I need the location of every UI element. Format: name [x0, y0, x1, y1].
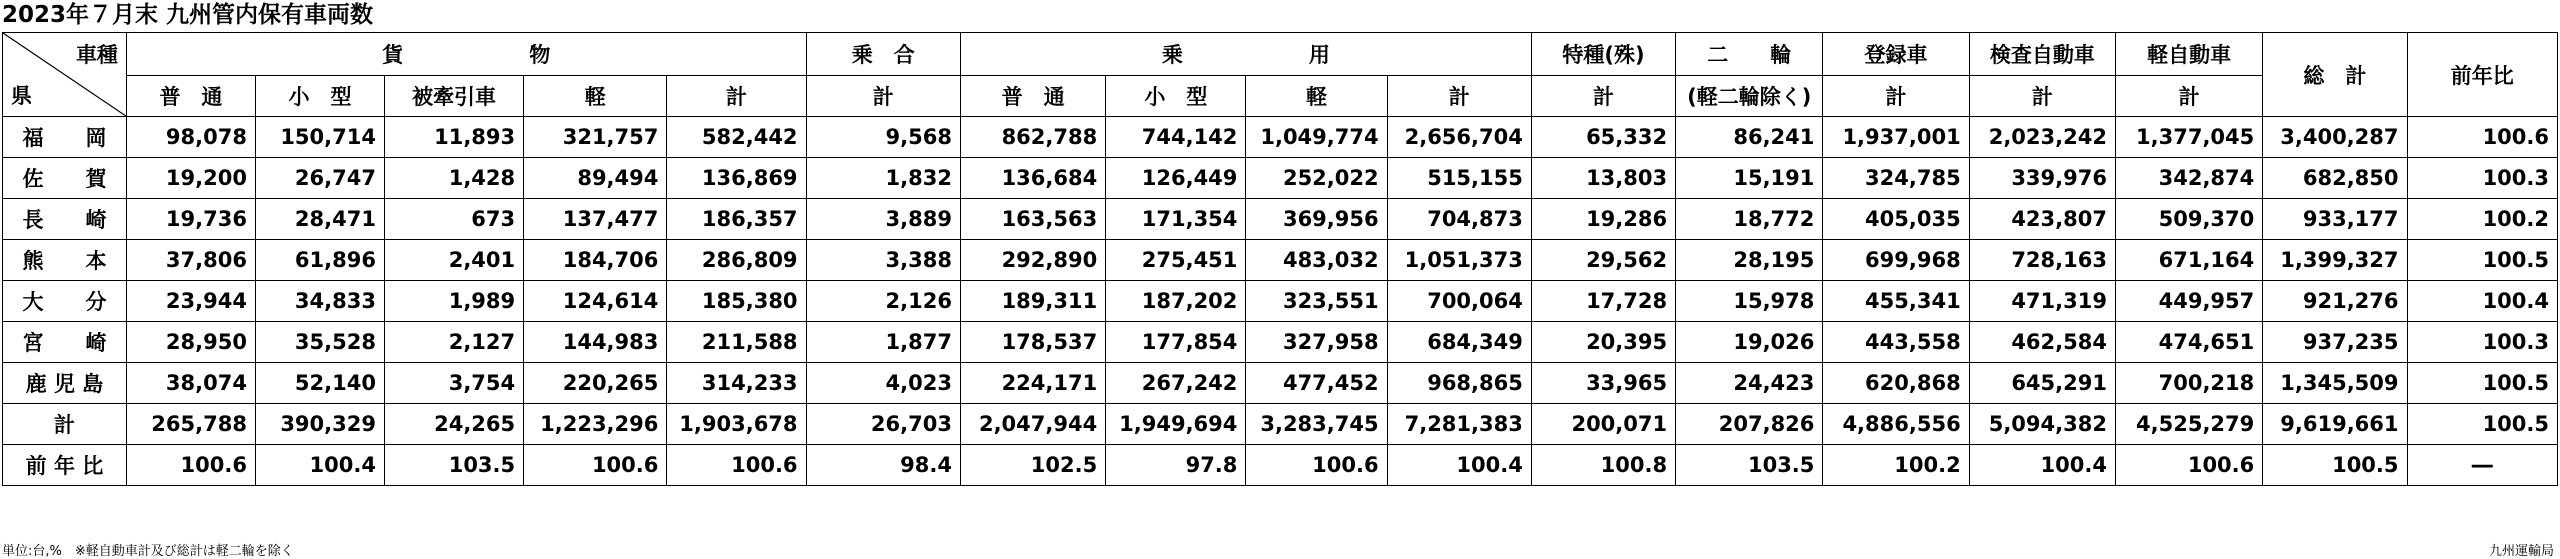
- value-cell: 86,241: [1676, 117, 1823, 158]
- value-cell: 314,233: [667, 363, 806, 404]
- prefecture-cell: 大 分: [3, 281, 127, 322]
- value-cell: 33,965: [1531, 363, 1675, 404]
- value-cell: 100.6: [1246, 445, 1387, 486]
- header-special-bottom: 計: [1531, 76, 1675, 117]
- header-freight-regular: 普 通: [126, 76, 255, 117]
- table-row: [3, 322, 2558, 363]
- value-cell: 189,311: [960, 281, 1105, 322]
- header-row-1: [3, 33, 2558, 76]
- value-cell: 474,651: [2115, 322, 2262, 363]
- value-cell: 455,341: [1823, 281, 1969, 322]
- value-cell: 483,032: [1246, 240, 1387, 281]
- header-twowheel-top: 二 輪: [1676, 33, 1823, 76]
- value-cell: 100.6: [667, 445, 806, 486]
- value-cell: 187,202: [1106, 281, 1246, 322]
- value-cell: 4,886,556: [1823, 404, 1969, 445]
- value-cell: 186,357: [667, 199, 806, 240]
- prefecture-cell: 計: [3, 404, 127, 445]
- header-bus-bottom: 計: [806, 76, 960, 117]
- value-cell: 3,283,745: [1246, 404, 1387, 445]
- value-cell: 61,896: [255, 240, 384, 281]
- header-passenger-total: 計: [1387, 76, 1531, 117]
- value-cell: 100.6: [126, 445, 255, 486]
- value-cell: 275,451: [1106, 240, 1246, 281]
- value-cell: 100.5: [2407, 404, 2557, 445]
- value-cell: 26,747: [255, 158, 384, 199]
- value-cell: 3,400,287: [2263, 117, 2407, 158]
- value-cell: 2,656,704: [1387, 117, 1531, 158]
- value-cell: 100.4: [255, 445, 384, 486]
- value-cell: 37,806: [126, 240, 255, 281]
- value-cell: 137,477: [524, 199, 667, 240]
- value-cell: 862,788: [960, 117, 1105, 158]
- corner-header: [3, 33, 127, 117]
- value-cell: 38,074: [126, 363, 255, 404]
- value-cell: 323,551: [1246, 281, 1387, 322]
- header-kei-top: 軽自動車: [2115, 33, 2262, 76]
- value-cell: 28,950: [126, 322, 255, 363]
- value-cell: 7,281,383: [1387, 404, 1531, 445]
- value-cell: 390,329: [255, 404, 384, 445]
- value-cell: 35,528: [255, 322, 384, 363]
- value-cell: 582,442: [667, 117, 806, 158]
- value-cell: 1,937,001: [1823, 117, 1969, 158]
- value-cell: 19,200: [126, 158, 255, 199]
- value-cell: 682,850: [2263, 158, 2407, 199]
- value-cell: 443,558: [1823, 322, 1969, 363]
- value-cell: 185,380: [667, 281, 806, 322]
- value-cell: 126,449: [1106, 158, 1246, 199]
- prefecture-cell: 佐 賀: [3, 158, 127, 199]
- value-cell: 2,127: [384, 322, 523, 363]
- header-passenger: 乗 用: [960, 33, 1531, 76]
- header-freight-small: 小 型: [255, 76, 384, 117]
- value-cell: 144,983: [524, 322, 667, 363]
- value-cell: 103.5: [384, 445, 523, 486]
- value-cell: 645,291: [1969, 363, 2115, 404]
- value-cell: 700,064: [1387, 281, 1531, 322]
- table-row: [3, 404, 2558, 445]
- value-cell: 98,078: [126, 117, 255, 158]
- header-freight-trailer: 被牽引車: [384, 76, 523, 117]
- value-cell: 100.6: [2115, 445, 2262, 486]
- prefecture-cell: 福 岡: [3, 117, 127, 158]
- value-cell: 136,869: [667, 158, 806, 199]
- header-row-2: [3, 76, 2558, 117]
- value-cell: 9,568: [806, 117, 960, 158]
- value-cell: 704,873: [1387, 199, 1531, 240]
- value-cell: 211,588: [667, 322, 806, 363]
- value-cell: 124,614: [524, 281, 667, 322]
- prefecture-cell: 熊 本: [3, 240, 127, 281]
- table-row: [3, 281, 2558, 322]
- value-cell: 178,537: [960, 322, 1105, 363]
- header-registered-bottom: 計: [1823, 76, 1969, 117]
- value-cell: 728,163: [1969, 240, 2115, 281]
- value-cell: 252,022: [1246, 158, 1387, 199]
- value-cell: 4,023: [806, 363, 960, 404]
- value-cell: 163,563: [960, 199, 1105, 240]
- value-cell: 19,286: [1531, 199, 1675, 240]
- table-row: [3, 240, 2558, 281]
- value-cell: 405,035: [1823, 199, 1969, 240]
- value-cell: 1,051,373: [1387, 240, 1531, 281]
- header-twowheel-bottom: (軽二輪除く): [1676, 76, 1823, 117]
- header-kei-bottom: 計: [2115, 76, 2262, 117]
- header-yoy: 前年比: [2407, 33, 2557, 117]
- corner-vehicle-type-label: 車種: [75, 43, 118, 67]
- value-cell: 933,177: [2263, 199, 2407, 240]
- value-cell: 267,242: [1106, 363, 1246, 404]
- value-cell: 19,026: [1676, 322, 1823, 363]
- value-cell: 369,956: [1246, 199, 1387, 240]
- value-cell: 29,562: [1531, 240, 1675, 281]
- header-inspected-top: 検査自動車: [1969, 33, 2115, 76]
- value-cell: 20,395: [1531, 322, 1675, 363]
- value-cell: 224,171: [960, 363, 1105, 404]
- corner-prefecture-label: 県: [11, 84, 32, 108]
- value-cell: 171,354: [1106, 199, 1246, 240]
- value-cell: 1,345,509: [2263, 363, 2407, 404]
- value-cell: 684,349: [1387, 322, 1531, 363]
- header-freight-kei: 軽: [524, 76, 667, 117]
- value-cell: 339,976: [1969, 158, 2115, 199]
- value-cell: 17,728: [1531, 281, 1675, 322]
- value-cell: 673: [384, 199, 523, 240]
- value-cell: 207,826: [1676, 404, 1823, 445]
- value-cell: 28,471: [255, 199, 384, 240]
- value-cell: 100.2: [1823, 445, 1969, 486]
- value-cell: 24,265: [384, 404, 523, 445]
- value-cell: 200,071: [1531, 404, 1675, 445]
- header-passenger-small: 小 型: [1106, 76, 1246, 117]
- value-cell: 26,703: [806, 404, 960, 445]
- header-freight-total: 計: [667, 76, 806, 117]
- value-cell: 1,377,045: [2115, 117, 2262, 158]
- value-cell: 342,874: [2115, 158, 2262, 199]
- prefecture-cell: 鹿 児 島: [3, 363, 127, 404]
- value-cell: 292,890: [960, 240, 1105, 281]
- value-cell: 1,903,678: [667, 404, 806, 445]
- value-cell: 52,140: [255, 363, 384, 404]
- value-cell: 13,803: [1531, 158, 1675, 199]
- value-cell: 11,893: [384, 117, 523, 158]
- table-row: [3, 158, 2558, 199]
- value-cell: 4,525,279: [2115, 404, 2262, 445]
- value-cell: 23,944: [126, 281, 255, 322]
- prefecture-cell: 前 年 比: [3, 445, 127, 486]
- value-cell: 3,754: [384, 363, 523, 404]
- value-cell: 89,494: [524, 158, 667, 199]
- header-bus-top: 乗 合: [806, 33, 960, 76]
- value-cell: 5,094,382: [1969, 404, 2115, 445]
- value-cell: 102.5: [960, 445, 1105, 486]
- value-cell: 100.5: [2263, 445, 2407, 486]
- header-passenger-regular: 普 通: [960, 76, 1105, 117]
- value-cell: 100.6: [2407, 117, 2557, 158]
- value-cell: 471,319: [1969, 281, 2115, 322]
- value-cell: 1,223,296: [524, 404, 667, 445]
- header-passenger-kei: 軽: [1246, 76, 1387, 117]
- table-row: [3, 117, 2558, 158]
- value-cell: 177,854: [1106, 322, 1246, 363]
- table-row: [3, 445, 2558, 486]
- value-cell: 620,868: [1823, 363, 1969, 404]
- footnote: 単位:台,% ※軽自動車計及び総計は軽二輪を除く: [2, 544, 294, 559]
- header-inspected-bottom: 計: [1969, 76, 2115, 117]
- value-cell: 100.2: [2407, 199, 2557, 240]
- value-cell: 220,265: [524, 363, 667, 404]
- value-cell: 744,142: [1106, 117, 1246, 158]
- value-cell: 423,807: [1969, 199, 2115, 240]
- value-cell: 1,049,774: [1246, 117, 1387, 158]
- prefecture-cell: 宮 崎: [3, 322, 127, 363]
- value-cell: 65,332: [1531, 117, 1675, 158]
- value-cell: 19,736: [126, 199, 255, 240]
- value-cell: 136,684: [960, 158, 1105, 199]
- value-cell: 2,401: [384, 240, 523, 281]
- value-cell: 100.4: [1387, 445, 1531, 486]
- value-cell: 34,833: [255, 281, 384, 322]
- value-cell: 100.4: [1969, 445, 2115, 486]
- header-special-top: 特種(殊): [1531, 33, 1675, 76]
- value-cell: 18,772: [1676, 199, 1823, 240]
- header-freight: 貨 物: [126, 33, 806, 76]
- value-cell: 265,788: [126, 404, 255, 445]
- value-cell: 100.3: [2407, 322, 2557, 363]
- value-cell: 700,218: [2115, 363, 2262, 404]
- value-cell: 9,619,661: [2263, 404, 2407, 445]
- value-cell: 15,191: [1676, 158, 1823, 199]
- value-cell: 699,968: [1823, 240, 1969, 281]
- value-cell: 98.4: [806, 445, 960, 486]
- value-cell: 2,023,242: [1969, 117, 2115, 158]
- value-cell: 1,399,327: [2263, 240, 2407, 281]
- value-cell: 921,276: [2263, 281, 2407, 322]
- value-cell: 462,584: [1969, 322, 2115, 363]
- value-cell: 103.5: [1676, 445, 1823, 486]
- value-cell: 515,155: [1387, 158, 1531, 199]
- value-cell: 321,757: [524, 117, 667, 158]
- value-cell: 28,195: [1676, 240, 1823, 281]
- value-cell: 100.5: [2407, 240, 2557, 281]
- value-cell: 100.5: [2407, 363, 2557, 404]
- value-cell: 1,832: [806, 158, 960, 199]
- value-cell: 100.6: [524, 445, 667, 486]
- value-cell: 150,714: [255, 117, 384, 158]
- header-grand-total: 総 計: [2263, 33, 2407, 117]
- value-cell: 1,949,694: [1106, 404, 1246, 445]
- value-cell: 286,809: [667, 240, 806, 281]
- vehicle-count-table: [2, 32, 2558, 486]
- value-cell: 968,865: [1387, 363, 1531, 404]
- value-cell: 509,370: [2115, 199, 2262, 240]
- table-row: [3, 199, 2558, 240]
- value-cell: 937,235: [2263, 322, 2407, 363]
- value-cell: 184,706: [524, 240, 667, 281]
- value-cell: 2,047,944: [960, 404, 1105, 445]
- value-cell: 3,388: [806, 240, 960, 281]
- value-cell: 324,785: [1823, 158, 1969, 199]
- value-cell: 477,452: [1246, 363, 1387, 404]
- value-cell: 1,428: [384, 158, 523, 199]
- value-cell: 2,126: [806, 281, 960, 322]
- table-title: 2023年７月末 九州管内保有車両数: [2, 2, 374, 28]
- value-cell: 449,957: [2115, 281, 2262, 322]
- header-registered-top: 登録車: [1823, 33, 1969, 76]
- value-cell: 15,978: [1676, 281, 1823, 322]
- value-cell: 1,877: [806, 322, 960, 363]
- value-cell: 100.8: [1531, 445, 1675, 486]
- value-cell: 3,889: [806, 199, 960, 240]
- value-cell: ―: [2407, 445, 2557, 486]
- value-cell: 671,164: [2115, 240, 2262, 281]
- value-cell: 24,423: [1676, 363, 1823, 404]
- value-cell: 327,958: [1246, 322, 1387, 363]
- prefecture-cell: 長 崎: [3, 199, 127, 240]
- value-cell: 97.8: [1106, 445, 1246, 486]
- table-row: [3, 363, 2558, 404]
- source-label: 九州運輸局: [2488, 544, 2554, 559]
- value-cell: 1,989: [384, 281, 523, 322]
- value-cell: 100.4: [2407, 281, 2557, 322]
- value-cell: 100.3: [2407, 158, 2557, 199]
